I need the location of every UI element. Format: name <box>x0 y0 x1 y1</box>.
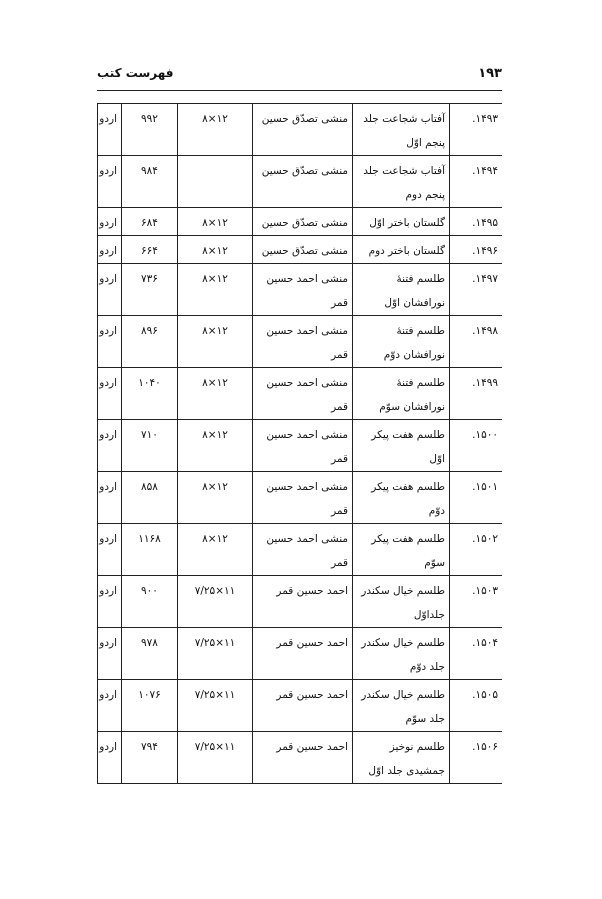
size: ۱۲×۸ <box>178 420 253 472</box>
book-title: طلسم خیال سکندر جلداوّل <box>353 576 450 628</box>
author: احمد حسین قمر <box>253 732 353 784</box>
pages: ۸۵۸ <box>122 472 178 524</box>
pages: ۱۰۷۶ <box>122 680 178 732</box>
book-title: طلسم فتنهٔ نورافشان دوّم <box>353 316 450 368</box>
language: اردو <box>98 524 122 576</box>
size: ۱۲×۸ <box>178 524 253 576</box>
entry-number: ۱۵۰۱. <box>450 472 503 524</box>
pages: ۶۶۴ <box>122 236 178 264</box>
entry-number: ۱۵۰۳. <box>450 576 503 628</box>
language: اردو <box>98 208 122 236</box>
table-row <box>98 156 503 208</box>
header-rule <box>97 90 502 91</box>
language: اردو <box>98 628 122 680</box>
pages: ۷۳۶ <box>122 264 178 316</box>
table-row <box>98 576 503 628</box>
pages: ۹۰۰ <box>122 576 178 628</box>
table-row <box>98 628 503 680</box>
language: اردو <box>98 732 122 784</box>
table-row <box>98 264 503 316</box>
entry-number: ۱۴۹۹. <box>450 368 503 420</box>
book-title: طلسم هفت پیکر اوّل <box>353 420 450 472</box>
author: منشی تصدّق حسین <box>253 236 353 264</box>
entry-number: ۱۴۹۴. <box>450 156 503 208</box>
author: احمد حسین قمر <box>253 576 353 628</box>
table-row <box>98 368 503 420</box>
author: منشی احمد حسین قمر <box>253 368 353 420</box>
author: منشی احمد حسین قمر <box>253 420 353 472</box>
pages: ۷۹۴ <box>122 732 178 784</box>
author: منشی تصدّق حسین <box>253 208 353 236</box>
entry-number: ۱۵۰۵. <box>450 680 503 732</box>
language: اردو <box>98 236 122 264</box>
table-row <box>98 524 503 576</box>
author: احمد حسین قمر <box>253 628 353 680</box>
page-number: ۱۹۳ <box>478 66 502 81</box>
entry-number: ۱۴۹۶. <box>450 236 503 264</box>
table-row <box>98 472 503 524</box>
size: ۱۲×۸ <box>178 472 253 524</box>
author: احمد حسین قمر <box>253 680 353 732</box>
language: اردو <box>98 576 122 628</box>
language: اردو <box>98 680 122 732</box>
size: ۱۲×۸ <box>178 236 253 264</box>
table-row <box>98 732 503 784</box>
entry-number: ۱۵۰۲. <box>450 524 503 576</box>
author: منشی احمد حسین قمر <box>253 316 353 368</box>
table-row <box>98 208 503 236</box>
table-row <box>98 420 503 472</box>
catalog-table <box>97 103 502 784</box>
size <box>178 156 253 208</box>
book-title: گلستان باختر اوّل <box>353 208 450 236</box>
language: اردو <box>98 104 122 156</box>
pages: ۸۹۶ <box>122 316 178 368</box>
author: منشی احمد حسین قمر <box>253 524 353 576</box>
book-title: طلسم هفت پیکر سوّم <box>353 524 450 576</box>
entry-number: ۱۴۹۵. <box>450 208 503 236</box>
entry-number: ۱۴۹۳. <box>450 104 503 156</box>
size: ۱۲×۸ <box>178 368 253 420</box>
running-title: فهرست کتب <box>97 66 174 80</box>
pages: ۹۹۲ <box>122 104 178 156</box>
language: اردو <box>98 156 122 208</box>
language: اردو <box>98 472 122 524</box>
size: ۱۱×۷/۲۵ <box>178 576 253 628</box>
book-title: طلسم نوخیز جمشیدی جلد اوّل <box>353 732 450 784</box>
book-title: آفتاب شجاعت جلد پنجم دوم <box>353 156 450 208</box>
pages: ۹۸۴ <box>122 156 178 208</box>
size: ۱۲×۸ <box>178 264 253 316</box>
author: منشی احمد حسین قمر <box>253 472 353 524</box>
pages: ۷۱۰ <box>122 420 178 472</box>
size: ۱۱×۷/۲۵ <box>178 732 253 784</box>
book-title: طلسم هفت پیکر دوّم <box>353 472 450 524</box>
size: ۱۲×۸ <box>178 104 253 156</box>
author: منشی تصدّق حسین <box>253 156 353 208</box>
entry-number: ۱۴۹۸. <box>450 316 503 368</box>
entry-number: ۱۴۹۷. <box>450 264 503 316</box>
entry-number: ۱۵۰۰. <box>450 420 503 472</box>
language: اردو <box>98 420 122 472</box>
book-title: طلسم خیال سکندر جلد دوّم <box>353 628 450 680</box>
language: اردو <box>98 368 122 420</box>
book-title: آفتاب شجاعت جلد پنجم اوّل <box>353 104 450 156</box>
table-row <box>98 680 503 732</box>
book-title: طلسم فتنهٔ نورافشان سوّم <box>353 368 450 420</box>
pages: ۹۷۸ <box>122 628 178 680</box>
pages: ۶۸۴ <box>122 208 178 236</box>
book-title: طلسم فتنهٔ نورافشان اوّل <box>353 264 450 316</box>
book-title: طلسم خیال سکندر جلد سوّم <box>353 680 450 732</box>
entry-number: ۱۵۰۴. <box>450 628 503 680</box>
language: اردو <box>98 264 122 316</box>
size: ۱۲×۸ <box>178 208 253 236</box>
table-row <box>98 236 503 264</box>
author: منشی تصدّق حسین <box>253 104 353 156</box>
book-title: گلستان باختر دوم <box>353 236 450 264</box>
size: ۱۲×۸ <box>178 316 253 368</box>
pages: ۱۰۴۰ <box>122 368 178 420</box>
page-header <box>97 66 502 88</box>
entry-number: ۱۵۰۶. <box>450 732 503 784</box>
table-row <box>98 104 503 156</box>
table-row <box>98 316 503 368</box>
author: منشی احمد حسین قمر <box>253 264 353 316</box>
pages: ۱۱۶۸ <box>122 524 178 576</box>
size: ۱۱×۷/۲۵ <box>178 680 253 732</box>
language: اردو <box>98 316 122 368</box>
size: ۱۱×۷/۲۵ <box>178 628 253 680</box>
